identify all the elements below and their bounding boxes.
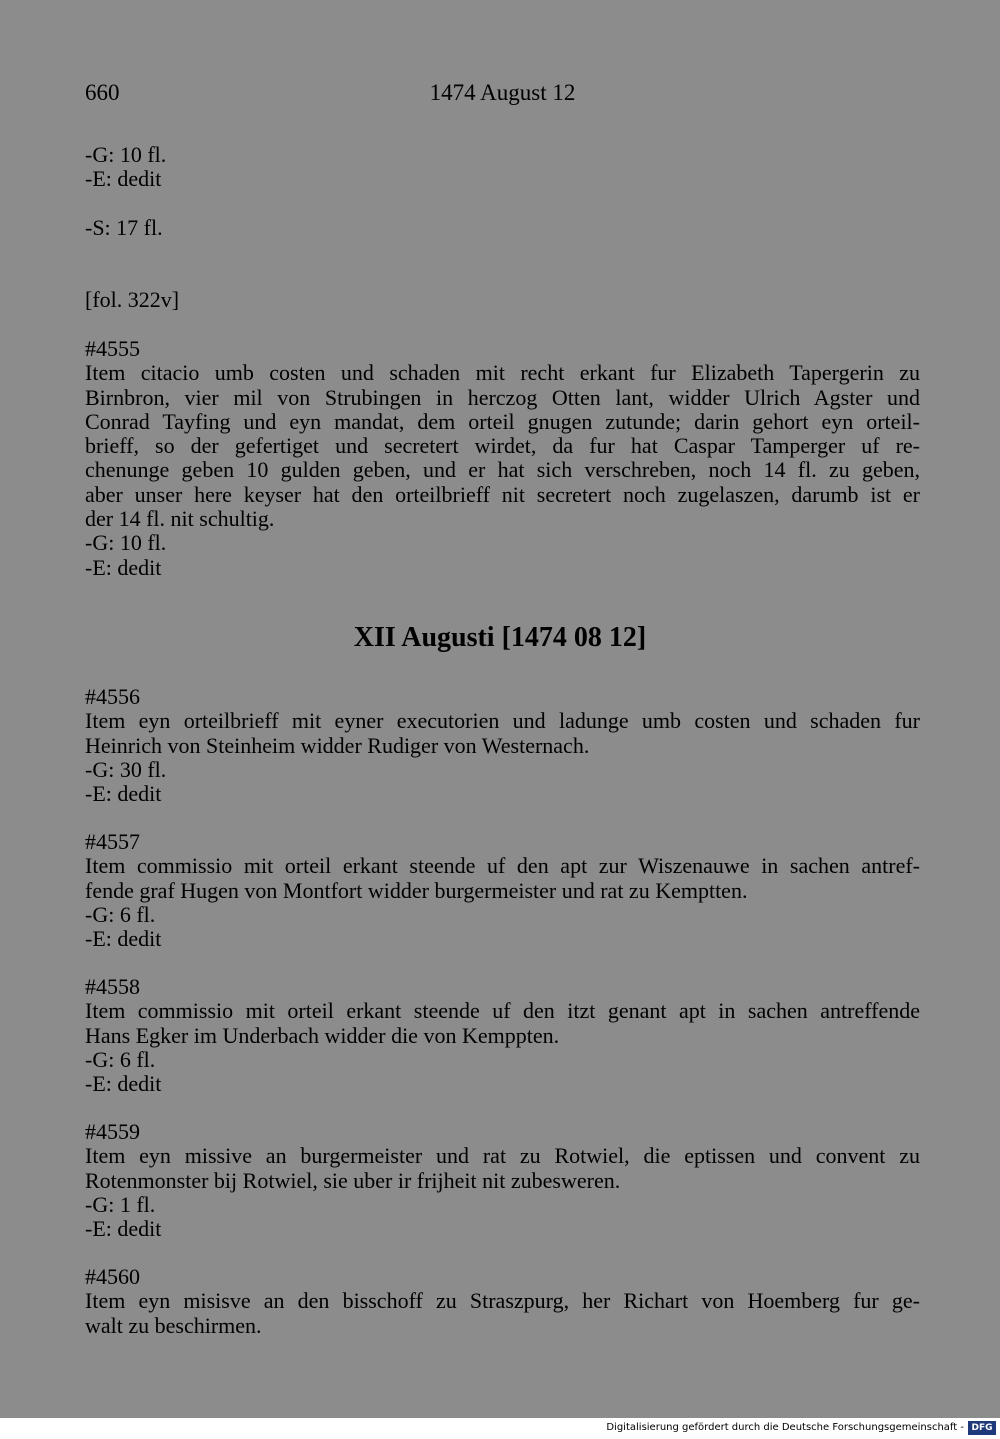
entry-line: Item commissio mit orteil erkant steende uf den apt zur Wiszenauwe in sachen antref-	[85, 853, 920, 879]
entry-4559	[85, 1120, 920, 1241]
entry-line: der 14 fl. nit schultig.	[85, 506, 275, 532]
fee-g: -G: 6 fl.	[85, 1046, 156, 1072]
fee-g: -G: 1 fl.	[85, 1191, 156, 1217]
fee-e: -E: dedit	[85, 166, 162, 192]
entry-number: #4556	[85, 684, 140, 709]
entry-line: Item commissio mit orteil erkant steende uf den itzt genant apt in sachen antreffende	[85, 998, 920, 1024]
fee-e: -E: dedit	[85, 1071, 162, 1097]
entry-line: Item eyn misisve an den bisschoff zu Straszpurg, her Richart von Hoemberg fur ge-	[85, 1288, 920, 1314]
entry-line: fende graf Hugen von Montfort widder burgermeister und rat zu Kemptten.	[85, 877, 748, 903]
entry-number: #4555	[85, 336, 140, 361]
entry-line: Heinrich von Steinheim widder Rudiger von Westernach.	[85, 732, 590, 758]
entry-number: #4558	[85, 974, 140, 999]
dfg-logo: DFG	[968, 1421, 996, 1435]
entry-line: walt zu beschirmen.	[85, 1312, 262, 1338]
funding-credit: Digitalisierung gefördert durch die Deutsche Forschungsgemeinschaft -	[606, 1422, 964, 1433]
page-header	[85, 80, 920, 110]
entry-line: brieff, so der gefertiget und secretert wirdet, da fur hat Caspar Tamperger uf re-	[85, 433, 920, 459]
entry-4557	[85, 830, 920, 951]
page-number: 660	[85, 80, 120, 105]
top-fee-block	[85, 143, 920, 192]
entry-line: Birnbron, vier mil von Strubingen in herczog Otten lant, widder Ulrich Agster und	[85, 384, 920, 410]
fee-g: -G: 10 fl.	[85, 530, 167, 556]
fee-s-block	[85, 216, 920, 240]
entry-line: chenunge geben 10 gulden geben, und er hat sich verschreben, noch 14 fl. zu geben,	[85, 457, 920, 483]
digitization-footer	[0, 1418, 1000, 1439]
fee-g: -G: 10 fl.	[85, 142, 167, 167]
running-title: 1474 August 12	[429, 80, 576, 105]
folio-block	[85, 288, 920, 312]
entry-line: Rotenmonster bij Rotwiel, sie uber ir frijheit nit zubesweren.	[85, 1167, 621, 1193]
entry-line: Item eyn orteilbrieff mit eyner executorien und ladunge umb costen und schaden fur	[85, 708, 920, 734]
entry-line: Item eyn missive an burgermeister und rat zu Rotwiel, die eptissen und convent zu	[85, 1143, 920, 1169]
fee-e: -E: dedit	[85, 926, 162, 952]
fee-s: -S: 17 fl.	[85, 215, 163, 240]
entry-line: Hans Egker im Underbach widder die von Kemppten.	[85, 1022, 560, 1048]
entry-4556	[85, 685, 920, 806]
folio-reference: [fol. 322v]	[85, 287, 180, 312]
section-title: XII Augusti [1474 08 12]	[353, 622, 647, 653]
entry-line: Item citacio umb costen und schaden mit recht erkant fur Elizabeth Tapergerin zu	[85, 360, 920, 386]
fee-g: -G: 6 fl.	[85, 901, 156, 927]
entry-line: aber unser here keyser hat den orteilbrieff nit secretert noch zugelaszen, darumb ist er	[85, 481, 920, 507]
entry-number: #4557	[85, 829, 140, 854]
entry-number: #4559	[85, 1119, 140, 1144]
fee-g: -G: 30 fl.	[85, 756, 167, 782]
entry-4555	[85, 337, 920, 580]
entry-4560	[85, 1265, 920, 1338]
fee-e: -E: dedit	[85, 554, 162, 580]
fee-e: -E: dedit	[85, 781, 162, 807]
entry-4558	[85, 975, 920, 1096]
fee-e: -E: dedit	[85, 1216, 162, 1242]
entry-number: #4560	[85, 1264, 140, 1289]
entry-line: Conrad Tayfing und eyn mandat, dem orteil gnugen zutunde; darin gehort eyn orteil-	[85, 408, 920, 434]
